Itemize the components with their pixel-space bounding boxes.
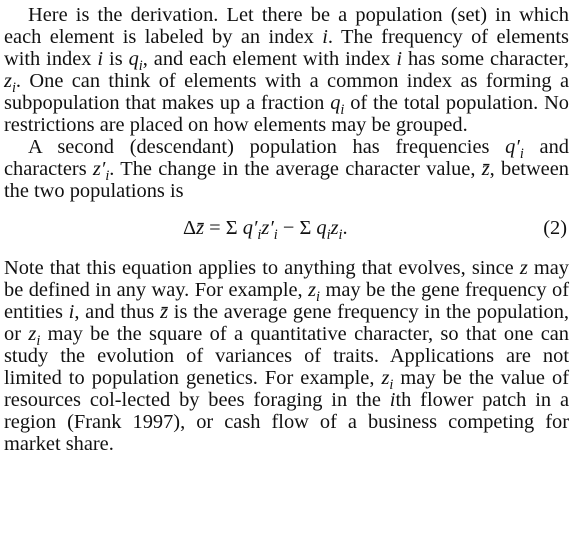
equals-sign: =	[204, 217, 226, 239]
equation-2	[4, 211, 569, 247]
math-q-prime-i: $q'_i$	[505, 136, 524, 163]
text-run: . One can think of elements with a common index as forming a subpopulation that makes up a fraction	[4, 70, 569, 114]
math-q-i: $q_i$	[128, 48, 143, 75]
math-q-i: $q_i$	[316, 217, 331, 244]
math-z-i: $z_i$	[381, 367, 394, 394]
minus-sign: −	[277, 217, 300, 239]
text-run: , between the two populations is	[4, 158, 569, 202]
text-run: and characters	[4, 136, 569, 180]
paragraph-applications	[4, 257, 569, 455]
math-z-i: $z_i$	[4, 70, 16, 97]
sigma-symbol: Σ	[299, 217, 317, 239]
paragraph-derivation	[4, 4, 569, 136]
math-q-prime-i: $q'_i$	[242, 217, 262, 244]
text-run: may be the square of a quantitative character, so that one can study the evolution of variances of traits. Applications are not limited to population genetics. For example,	[4, 323, 569, 389]
math-z-bar: z̄	[481, 158, 490, 180]
equation-number: (2)	[543, 217, 567, 239]
math-q-i: $q_i$	[330, 92, 345, 119]
delta-symbol: Δ	[183, 217, 197, 239]
math-var-i: i	[389, 389, 396, 411]
text-run: , and each element with index	[142, 48, 397, 70]
sigma-symbol: Σ	[225, 217, 243, 239]
text-run: . The frequency of elements with index	[4, 26, 569, 70]
math-z-bar: z̄	[196, 217, 205, 239]
math-var-i: i	[396, 48, 403, 70]
math-var-z: z	[519, 257, 528, 279]
text-run: is	[103, 48, 129, 70]
text-run: may be defined in any way. For example,	[4, 257, 569, 301]
paragraph-descendant	[4, 136, 569, 202]
math-var-i: i	[97, 48, 104, 70]
text-run: Here is the derivation. Let there be a population (set) in which each element is labeled by an index	[4, 4, 569, 48]
period: .	[342, 217, 348, 239]
math-var-i: i	[322, 26, 328, 48]
math-z-i: $z_i$	[28, 323, 41, 350]
text-run: may be the value of resources col-lected by bees foraging in the	[4, 367, 569, 411]
text-run: is the average gene frequency in the population, or	[4, 301, 569, 345]
text-run: has some character,	[402, 48, 570, 70]
math-z-prime-i: $z'_i$	[92, 158, 110, 185]
text-run: , and thus	[74, 301, 161, 323]
text-run: may be the gene frequency of entities	[4, 279, 569, 323]
text-run: A second (descendant) population has frequencies	[28, 136, 506, 158]
document-page	[4, 4, 569, 455]
equation-body	[183, 217, 348, 244]
math-z-prime-i: $z'_i$	[261, 217, 278, 244]
text-run: of the total population. No restrictions are placed on how elements may be grouped.	[4, 92, 569, 136]
math-z-bar: z̄	[160, 301, 169, 323]
text-run: . The change in the average character value,	[109, 158, 482, 180]
math-z-i: $z_i$	[308, 279, 321, 306]
math-var-i: i	[68, 301, 75, 323]
text-run: Note that this equation applies to anything that evolves, since	[4, 257, 520, 279]
text-run: th flower patch in a region (Frank 1997), or cash flow of a business competing for market share.	[4, 389, 569, 455]
math-z-i: $z_i$	[330, 217, 343, 244]
